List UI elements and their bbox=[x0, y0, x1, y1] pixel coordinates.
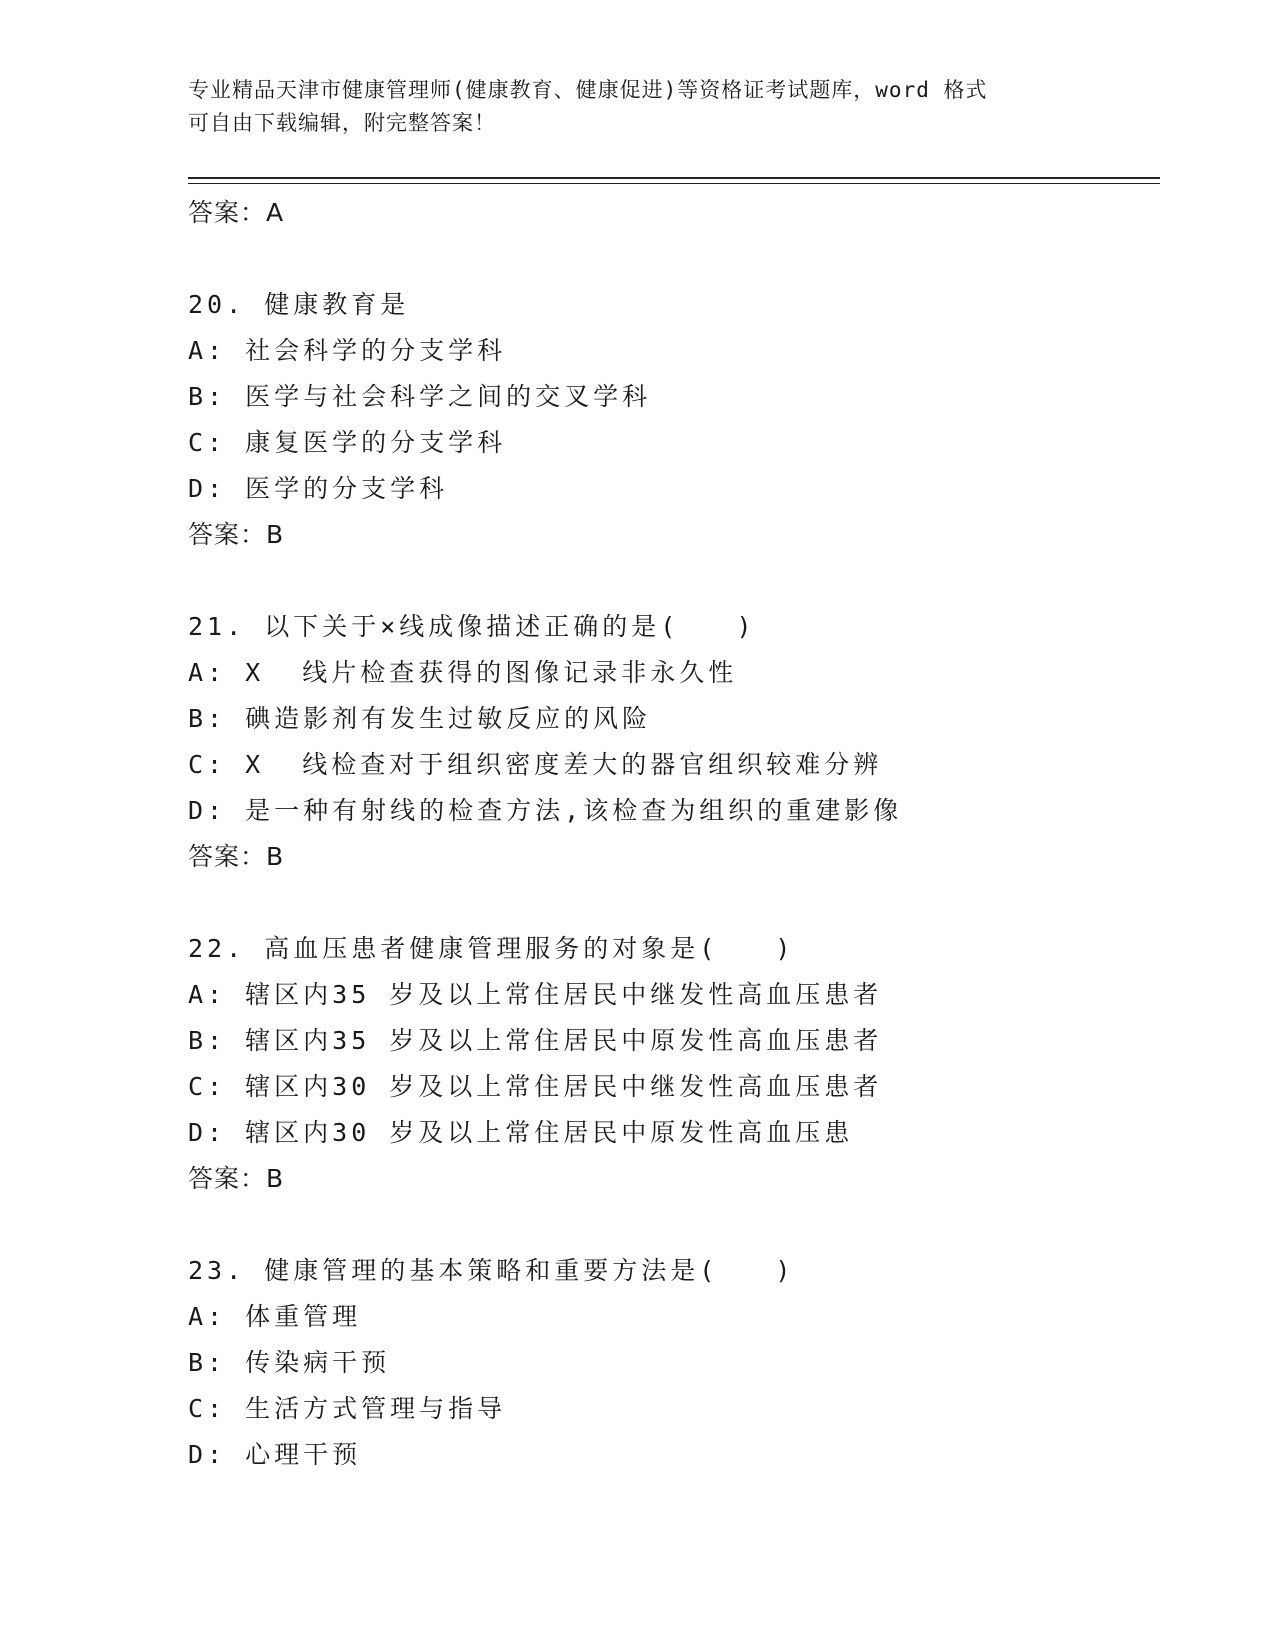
question-stem: 22. 高血压患者健康管理服务的对象是( ) bbox=[188, 934, 795, 963]
header-line-2: 可自由下载编辑，附完整答案！ bbox=[188, 111, 496, 135]
spacer bbox=[188, 880, 1168, 926]
header-rule-thick bbox=[188, 177, 1160, 179]
option-a: A: 辖区内35 岁及以上常住居民中继发性高血压患者 bbox=[188, 980, 883, 1009]
question-stem: 21. 以下关于×线成像描述正确的是( ) bbox=[188, 612, 756, 641]
option-b: B: 传染病干预 bbox=[188, 1348, 391, 1377]
option-d: D: 辖区内30 岁及以上常住居民中原发性高血压患 bbox=[188, 1118, 854, 1147]
spacer bbox=[188, 1202, 1168, 1248]
option-d: D: 医学的分支学科 bbox=[188, 474, 449, 503]
option-c: C: 康复医学的分支学科 bbox=[188, 428, 507, 457]
option-c: C: X 线检查对于组织密度差大的器官组织较难分辨 bbox=[188, 750, 883, 779]
answer-line: 答案：B bbox=[188, 842, 285, 871]
option-c: C: 生活方式管理与指导 bbox=[188, 1394, 507, 1423]
option-d: D: 心理干预 bbox=[188, 1440, 362, 1469]
option-b: B: 辖区内35 岁及以上常住居民中原发性高血压患者 bbox=[188, 1026, 883, 1055]
spacer bbox=[188, 558, 1168, 604]
answer-line: 答案：A bbox=[188, 198, 285, 227]
header-line-1: 专业精品天津市健康管理师(健康教育、健康促进)等资格证考试题库，word 格式 bbox=[188, 78, 988, 102]
question-stem: 20. 健康教育是 bbox=[188, 290, 410, 319]
spacer bbox=[188, 236, 1168, 282]
option-a: A: 社会科学的分支学科 bbox=[188, 336, 507, 365]
answer-line: 答案：B bbox=[188, 1164, 285, 1193]
option-a: A: 体重管理 bbox=[188, 1302, 362, 1331]
option-a: A: X 线片检查获得的图像记录非永久性 bbox=[188, 658, 738, 687]
document-header bbox=[188, 74, 1068, 140]
question-list bbox=[188, 190, 1168, 1478]
option-d: D: 是一种有射线的检查方法,该检查为组织的重建影像 bbox=[188, 796, 903, 825]
answer-line: 答案：B bbox=[188, 520, 285, 549]
option-b: B: 碘造影剂有发生过敏反应的风险 bbox=[188, 704, 652, 733]
header-rule-thin bbox=[188, 183, 1160, 184]
option-c: C: 辖区内30 岁及以上常住居民中继发性高血压患者 bbox=[188, 1072, 883, 1101]
option-b: B: 医学与社会科学之间的交叉学科 bbox=[188, 382, 652, 411]
question-stem: 23. 健康管理的基本策略和重要方法是( ) bbox=[188, 1256, 795, 1285]
